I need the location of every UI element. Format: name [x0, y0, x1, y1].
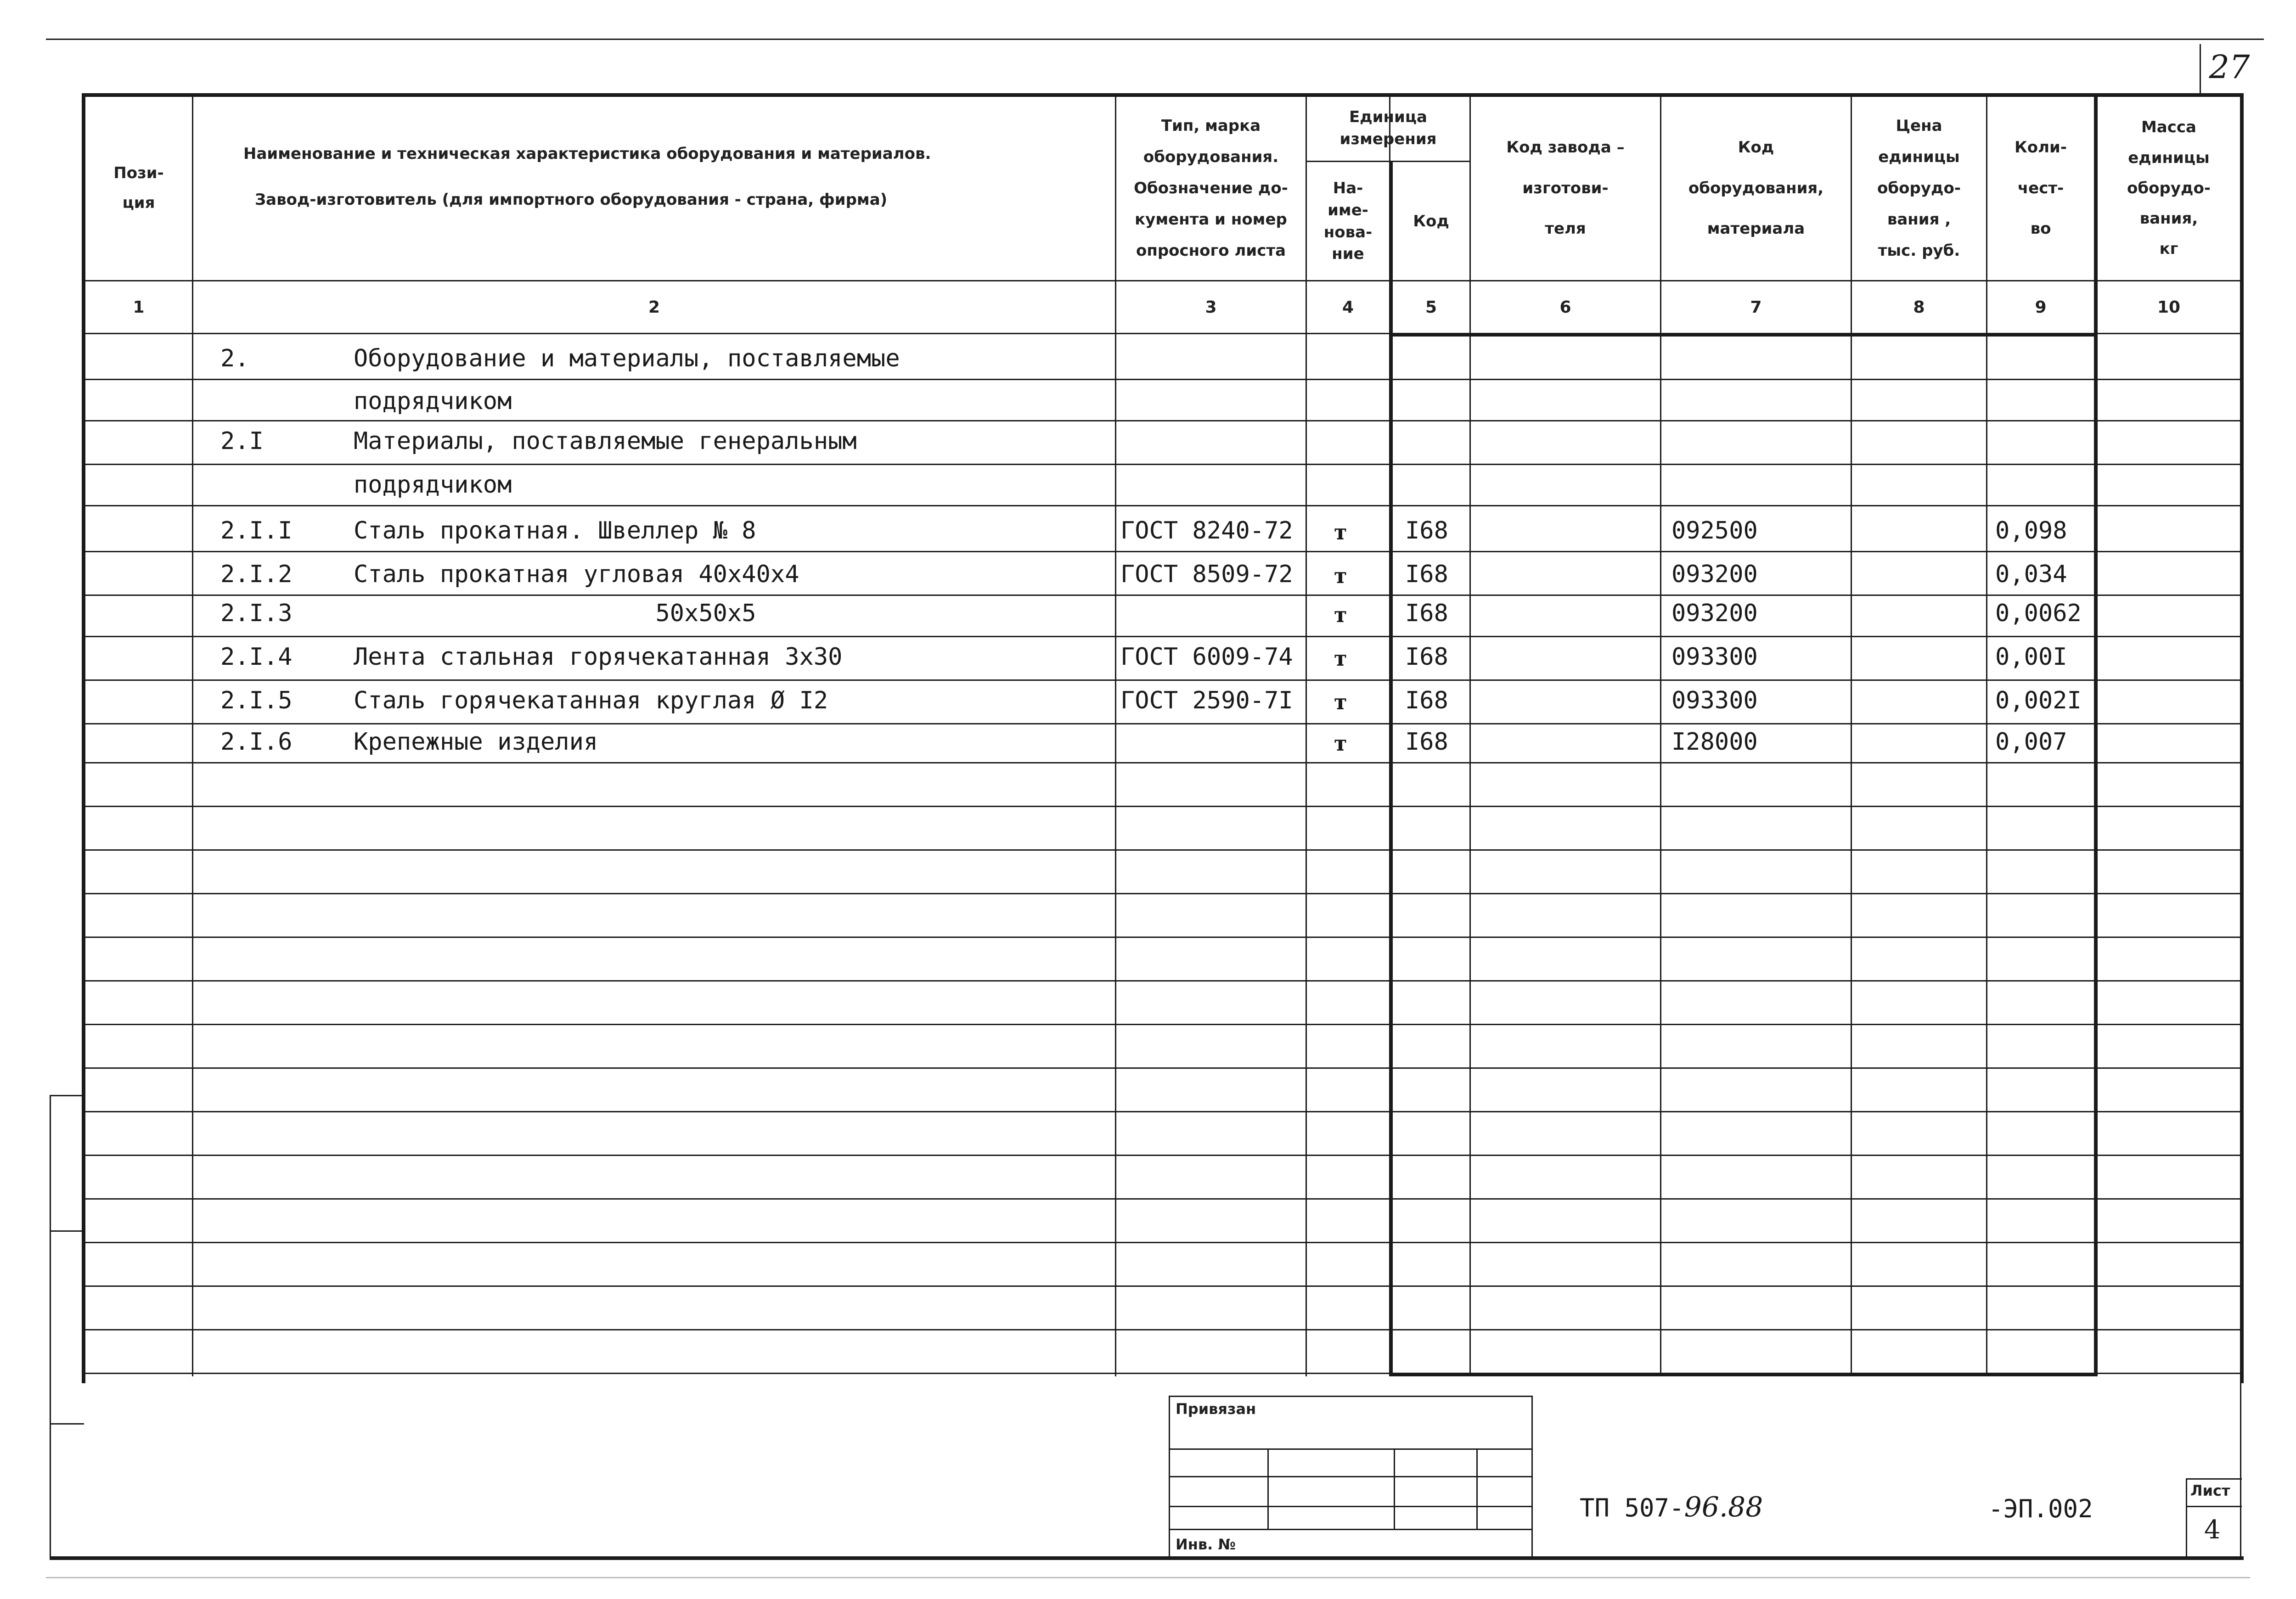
column-number-4: 4	[1342, 297, 1354, 317]
bold-box-top	[1389, 333, 2098, 337]
header-unit-group: Единица измерения	[1339, 108, 1437, 148]
row-position: 2.I.5	[220, 687, 293, 714]
row-position: 2.I.3	[220, 600, 293, 627]
row-quantity: 0,0062	[1995, 600, 2082, 627]
column-number-1: 1	[133, 297, 145, 317]
sheet-label: Лист	[2190, 1482, 2230, 1499]
stamp-privyazan-top	[1169, 1396, 1531, 1397]
row-document: ГОСТ 8240-72	[1120, 517, 1293, 544]
stamp-grid-h4	[1169, 1529, 1531, 1530]
stamp-privyazan-label: Привязан	[1176, 1400, 1256, 1418]
table-right-border	[2240, 93, 2244, 1383]
row-material-code: 093200	[1671, 600, 1758, 627]
table-row-line	[82, 1285, 2244, 1287]
row-document: ГОСТ 2590-7I	[1120, 687, 1293, 714]
binding-strip-left	[50, 1095, 51, 1559]
row-name: Лента стальная горячекатанная 3х30	[354, 643, 843, 671]
row-name: подрядчиком	[354, 471, 512, 499]
table-row-line	[82, 505, 2244, 506]
header-mass: Масса единицы оборудо- вания, кг	[2127, 118, 2211, 258]
row-position: 2.	[220, 345, 249, 372]
table-row-line	[82, 636, 2244, 637]
table-row-line	[82, 1024, 2244, 1025]
binding-strip-h3	[50, 1423, 84, 1425]
row-position: 2.I	[220, 427, 264, 455]
column-number-6: 6	[1559, 297, 1571, 317]
header-material-code: Код оборудования, материала	[1688, 138, 1824, 238]
header-type-doc: Тип, марка оборудования. Обозначение до- кумента и номер опросного листа	[1134, 117, 1288, 260]
row-unit-code: I68	[1405, 517, 1448, 544]
row-name: 50х50х5	[354, 600, 756, 627]
table-row-line	[82, 806, 2244, 807]
row-material-code: 093300	[1671, 687, 1758, 714]
row-quantity: 0,007	[1995, 728, 2067, 756]
table-row-line	[82, 1067, 2244, 1069]
table-row-line	[82, 893, 2244, 894]
page-bottom-border	[50, 1556, 2244, 1560]
table-row-line	[82, 420, 2244, 421]
frame-right-lower	[2240, 1377, 2241, 1558]
row-unit-code: I68	[1405, 600, 1448, 627]
table-row-line	[82, 762, 2244, 763]
unit-group-divider	[1306, 161, 1469, 162]
row-quantity: 0,098	[1995, 517, 2067, 544]
column-number-9: 9	[2035, 297, 2047, 317]
table-row-line	[82, 1155, 2244, 1156]
sheet-box-top	[2186, 1478, 2242, 1480]
stamp-grid-v2	[1394, 1448, 1395, 1529]
top-rule	[46, 39, 2264, 40]
row-document: ГОСТ 8509-72	[1120, 561, 1293, 588]
row-quantity: 0,034	[1995, 561, 2067, 588]
row-name: Материалы, поставляемые генеральным	[354, 427, 857, 455]
row-unit: т	[1334, 563, 1347, 588]
column-number-3: 3	[1205, 297, 1217, 317]
header-unit-price: Цена единицы оборудо- вания , тыс. руб.	[1877, 117, 1961, 260]
table-row-line	[82, 551, 2244, 552]
table-row-line	[82, 379, 2244, 380]
sheet-box-left	[2186, 1478, 2187, 1559]
row-name: Сталь прокатная угловая 40х40х4	[354, 561, 799, 588]
scan-edge-line	[46, 1577, 2250, 1578]
table-row-line	[82, 723, 2244, 724]
sheet-box-divider	[2186, 1506, 2242, 1507]
col-line-4	[1389, 161, 1393, 1376]
table-row-line	[82, 1242, 2244, 1243]
page-number: 27	[2209, 48, 2250, 86]
row-material-code: 092500	[1671, 517, 1758, 544]
column-number-10: 10	[2157, 297, 2181, 317]
column-number-7: 7	[1750, 297, 1762, 317]
column-number-5: 5	[1425, 297, 1437, 317]
row-quantity: 0,00I	[1995, 643, 2067, 671]
table-row-line	[82, 1198, 2244, 1200]
row-name: Крепежные изделия	[354, 728, 598, 756]
row-material-code: 093200	[1671, 561, 1758, 588]
table-row-line	[82, 595, 2244, 596]
header-unit-name: На- име- нова- ние	[1323, 179, 1373, 264]
table-row-line	[82, 464, 2244, 465]
table-row-line	[82, 1111, 2244, 1112]
stamp-grid-v1	[1267, 1448, 1269, 1529]
row-position: 2.I.6	[220, 728, 293, 756]
row-material-code: 093300	[1671, 643, 1758, 671]
page-number-box-left	[2200, 44, 2201, 95]
column-number-8: 8	[1913, 297, 1925, 317]
row-position: 2.I.2	[220, 561, 293, 588]
row-material-code: I28000	[1671, 728, 1758, 756]
row-unit: т	[1334, 690, 1347, 714]
header-name-line2: Завод-изготовитель (для импортного оборудования - страна, фирма)	[255, 190, 888, 209]
row-unit-code: I68	[1405, 561, 1448, 588]
header-position: Пози- ция	[113, 164, 164, 212]
document-code-handwritten: 96.88	[1684, 1491, 1763, 1523]
document-code	[1580, 1491, 1763, 1523]
stamp-privyazan-right	[1531, 1396, 1533, 1559]
row-unit: т	[1334, 646, 1347, 671]
stamp-top-line	[82, 1373, 2244, 1374]
stamp-inv-label: Инв. №	[1176, 1536, 1236, 1553]
binding-strip-h2	[50, 1230, 84, 1232]
row-quantity: 0,002I	[1995, 687, 2082, 714]
table-row-line	[82, 679, 2244, 681]
header-unit-code: Код	[1413, 212, 1449, 231]
row-position: 2.I.I	[220, 517, 293, 544]
document-code-prefix: ТП 507-	[1580, 1493, 1684, 1522]
row-unit-code: I68	[1405, 728, 1448, 756]
table-row-line	[82, 849, 2244, 851]
table-row-line	[82, 937, 2244, 938]
row-position: 2.I.4	[220, 643, 293, 671]
col-line-9	[2094, 93, 2098, 1376]
table-row-line	[82, 1329, 2244, 1330]
row-unit-code: I68	[1405, 643, 1448, 671]
row-unit: т	[1334, 602, 1347, 627]
table-left-border	[82, 93, 85, 1383]
binding-strip-h1	[50, 1095, 84, 1096]
document-suffix: -ЭП.002	[1988, 1494, 2093, 1523]
row-name: Оборудование и материалы, поставляемые	[354, 345, 900, 372]
header-name-line1: Наименование и техническая характеристика оборудования и материалов.	[243, 144, 931, 163]
column-number-2: 2	[648, 297, 660, 317]
row-name: Сталь горячекатанная круглая Ø I2	[354, 687, 828, 714]
row-document: ГОСТ 6009-74	[1120, 643, 1293, 671]
row-unit: т	[1334, 731, 1347, 756]
row-name: подрядчиком	[354, 387, 512, 415]
sheet-number: 4	[2204, 1515, 2221, 1545]
header-quantity: Коли- чест- во	[2015, 138, 2067, 238]
header-factory-code: Код завода – изготови- теля	[1506, 138, 1625, 238]
stamp-grid-v3	[1476, 1448, 1478, 1529]
table-row-line	[82, 980, 2244, 982]
row-unit-code: I68	[1405, 687, 1448, 714]
row-name: Сталь прокатная. Швеллер № 8	[354, 517, 756, 544]
row-unit: т	[1334, 520, 1347, 544]
